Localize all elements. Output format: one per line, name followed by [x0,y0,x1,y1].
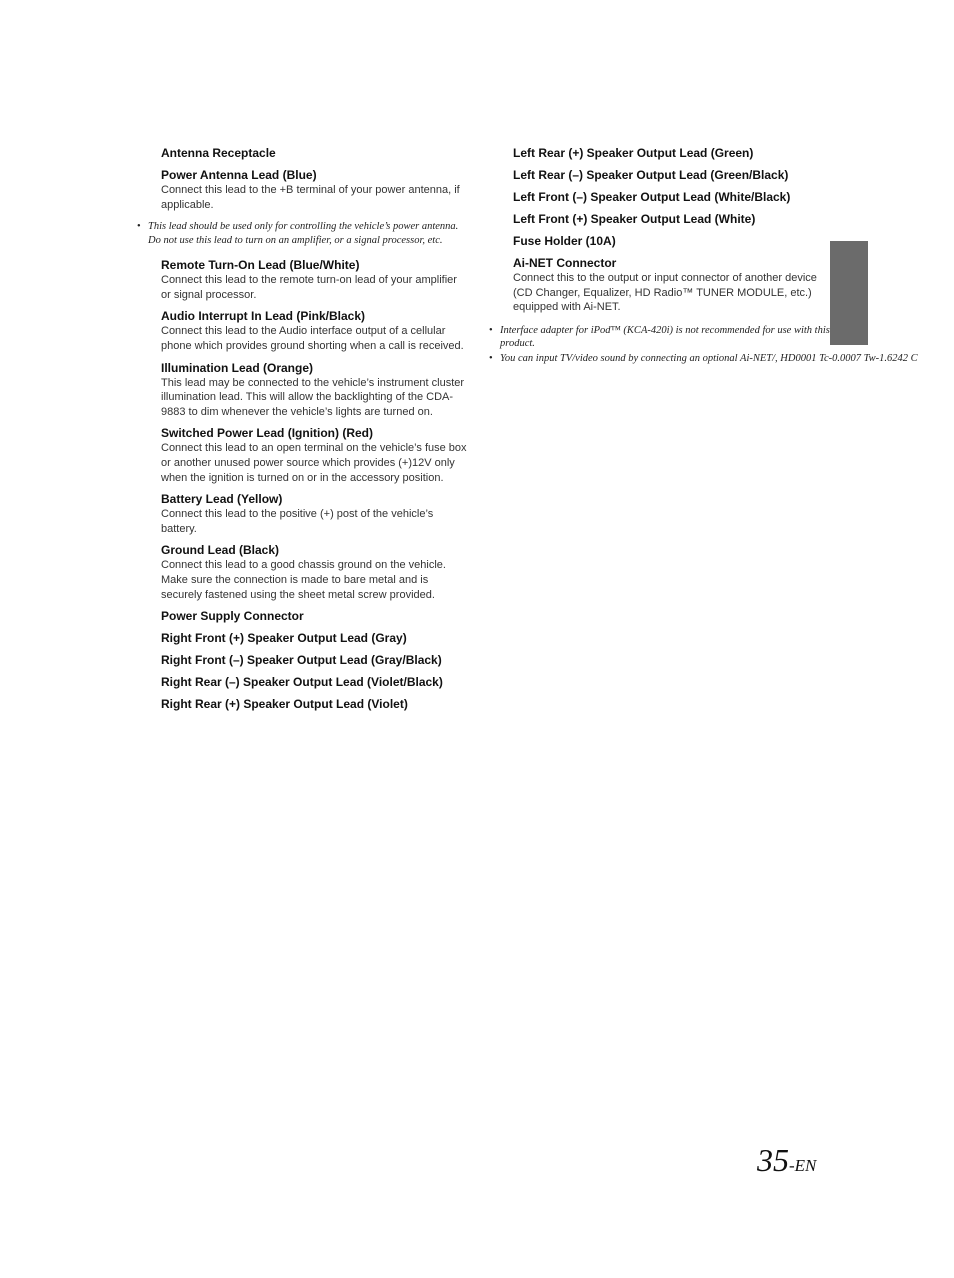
right-rear-plus-lead-entry [161,697,467,712]
note-text: This lead should be used only for controlling the vehicle’s power antenna. Do not use this lead to turn on an amplifier, or a signal processor, etc. [148,221,459,246]
switched-power-lead-entry [161,426,467,485]
entry-description: Connect this lead to an open terminal on the vehicle’s fuse box or another unused power source which provides (+)12V only when the ignition is turned on or in the accessory position. [161,442,467,484]
entry-heading: Battery Lead (Yellow) [161,492,283,507]
right-column [489,146,918,365]
power-antenna-note [137,220,468,247]
entry-heading: Switched Power Lead (Ignition) (Red) [161,426,374,441]
section-side-tab [830,241,868,345]
entry-description: Connect this lead to a good chassis ground on the vehicle. Make sure the connection is made to bare metal and is securely fastened using the sheet metal screw provided. [161,559,446,601]
bullet: • [489,324,493,336]
audio-interrupt-lead-entry [161,309,467,353]
entry-heading: Right Rear (+) Speaker Output Lead (Violet) [161,697,408,712]
note-text: Interface adapter for iPod™ (KCA-420i) is not recommended for use with this product. [500,324,830,350]
entry-heading: Remote Turn-On Lead (Blue/White) [161,258,360,273]
entry-heading: Right Front (–) Speaker Output Lead (Gray/Black) [161,653,442,668]
ai-net-connector-entry [513,256,819,315]
entry-description: Connect this lead to the Audio interface output of a cellular phone which provides ground shorting when a call is received. [161,325,464,352]
power-supply-connector-entry [161,609,467,624]
right-front-minus-lead-entry [161,653,467,668]
entry-heading: Power Antenna Lead (Blue) [161,168,317,182]
antenna-receptacle-entry [161,146,467,161]
entry-description: Connect this lead to the +B terminal of your power antenna, if applicable. [161,184,460,211]
page-number [757,1140,816,1180]
entry-heading: Left Rear (+) Speaker Output Lead (Green) [513,146,754,160]
entry-description: This lead may be connected to the vehicle’s instrument cluster illumination lead. This will allow the backlighting of the CDA-9883 to dim whenever the vehicle’s lights are turned on. [161,376,465,418]
note-text: You can input TV/video sound by connecting an optional Ai-NET/, HD0001 Tc-0.0007 Tw-1.6242 C [500,352,918,364]
ground-lead-entry [161,543,467,602]
entry-heading: Antenna Receptacle [161,146,276,160]
remote-turn-on-lead-entry [161,258,467,302]
entry-heading: Audio Interrupt In Lead (Pink/Black) [161,309,366,324]
left-rear-minus-lead-entry [513,168,819,183]
power-antenna-lead-entry [161,168,467,212]
entry-heading: Right Front (+) Speaker Output Lead (Gray) [161,631,407,646]
entry-description: Connect this lead to the remote turn-on lead of your amplifier or signal processor. [161,274,457,301]
left-front-minus-lead-entry [513,190,819,205]
entry-heading: Right Rear (–) Speaker Output Lead (Violet/Black) [161,675,443,690]
battery-lead-entry [161,492,467,536]
entry-heading: Left Rear (–) Speaker Output Lead (Green/Black) [513,168,789,182]
right-rear-minus-lead-entry [161,675,467,690]
ipod-adapter-note [489,324,832,351]
entry-description: Connect this lead to the positive (+) post of the vehicle’s battery. [161,508,434,535]
right-front-plus-lead-entry [161,631,467,646]
fuse-holder-entry [513,234,819,249]
entry-description: Connect this to the output or input connector of another device (CD Changer, Equalizer, HD Radio™ TUNER MODULE, etc.) equipped with Ai-NET. [513,272,817,314]
entry-heading: Ground Lead (Black) [161,543,280,558]
left-rear-plus-lead-entry [513,146,819,161]
page-number-value: 35 [757,1142,789,1178]
entry-heading: Left Front (–) Speaker Output Lead (White/Black) [513,190,791,204]
entry-heading: Illumination Lead (Orange) [161,360,314,375]
bullet: • [137,221,141,233]
entry-heading: Fuse Holder (10A) [513,234,616,248]
tv-video-input-note [489,352,954,366]
left-column [137,146,467,719]
bullet: • [489,352,493,364]
entry-heading: Power Supply Connector [161,609,304,624]
illumination-lead-entry [161,361,467,420]
left-front-plus-lead-entry [513,212,819,227]
entry-heading: Ai-NET Connector [513,256,617,270]
entry-heading: Left Front (+) Speaker Output Lead (White) [513,212,756,226]
page-language-suffix: -EN [789,1156,817,1175]
